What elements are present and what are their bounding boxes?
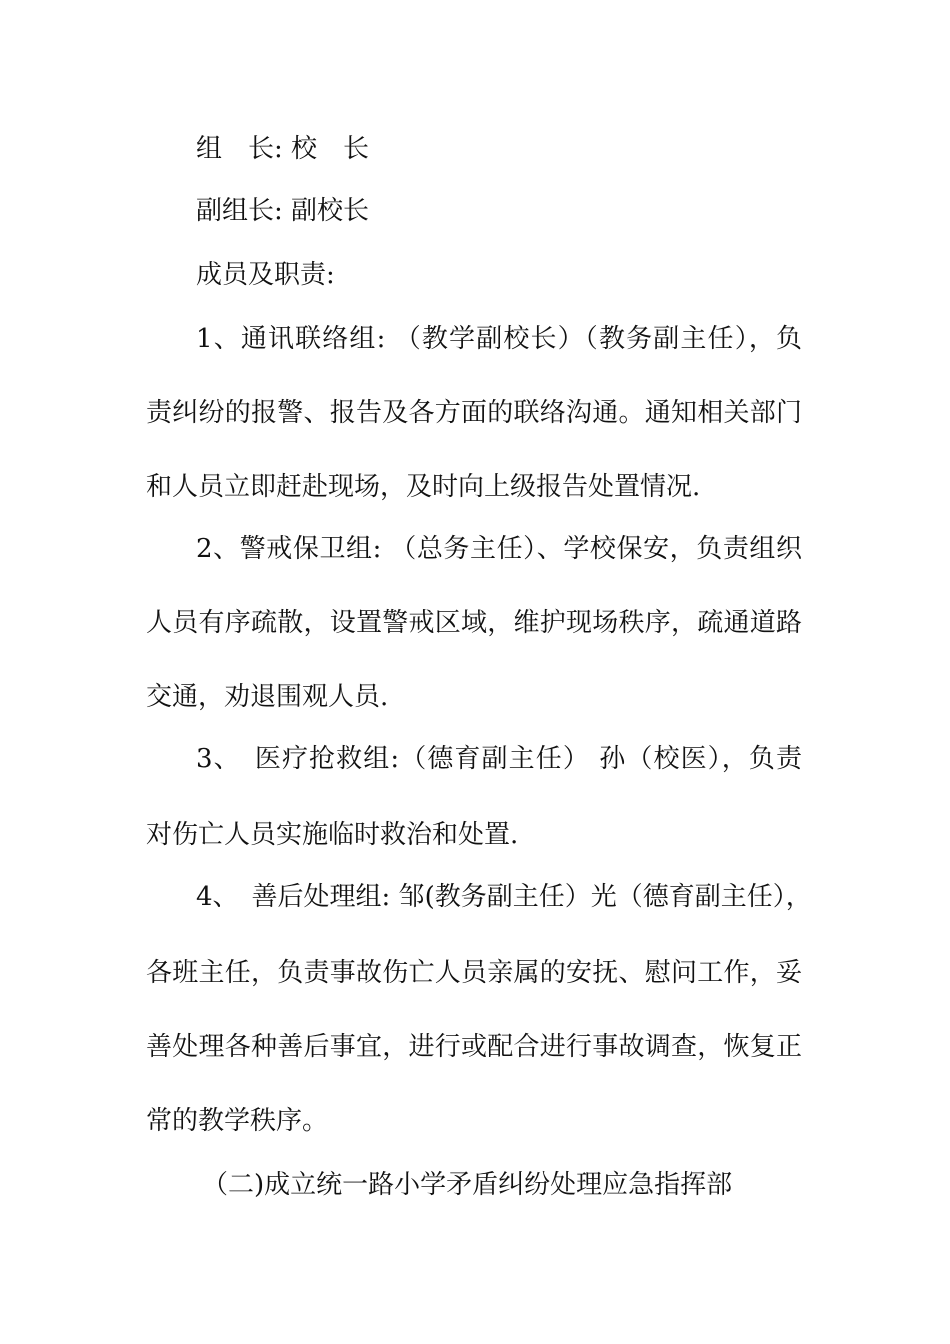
text-line-item1-start: 1、通讯联络组: （教学副校长）（教务副主任），负 (196, 324, 802, 354)
section-heading-command-center: （二)成立统一路小学矛盾纠纷处理应急指挥部 (202, 1170, 733, 1200)
text-line-item4-cont1: 各班主任，负责事故伤亡人员亲属的安抚、慰问工作，妥 (146, 958, 802, 988)
text-line-item1-cont2: 和人员立即赶赴现场，及时向上级报告处置情况. (146, 472, 701, 502)
text-line-item4-cont3: 常的教学秩序。 (146, 1106, 329, 1136)
text-line-leader: 组 长: 校 长 (196, 134, 370, 164)
text-line-item2-start: 2、警戒保卫组: （总务主任）、学校保安，负责组织 (196, 534, 802, 564)
text-line-item4-cont2: 善处理各种善后事宜，进行或配合进行事故调查，恢复正 (146, 1032, 802, 1062)
text-line-item2-cont1: 人员有序疏散，设置警戒区域，维护现场秩序，疏通道路 (146, 608, 802, 638)
text-line-item2-cont2: 交通，劝退围观人员. (146, 682, 389, 712)
text-line-item1-cont1: 责纠纷的报警、报告及各方面的联络沟通。通知相关部门 (146, 398, 802, 428)
text-line-members-heading: 成员及职责: (196, 260, 335, 290)
text-line-item3-start: 3、 医疗抢救组:（德育副主任） 孙（校医），负责 (196, 744, 802, 774)
text-line-item4-start: 4、 善后处理组: 邹(教务副主任）光（德育副主任）， (196, 882, 812, 912)
text-line-item3-cont1: 对伤亡人员实施临时救治和处置. (146, 820, 519, 850)
text-line-deputy-leader: 副组长: 副校长 (196, 196, 370, 226)
